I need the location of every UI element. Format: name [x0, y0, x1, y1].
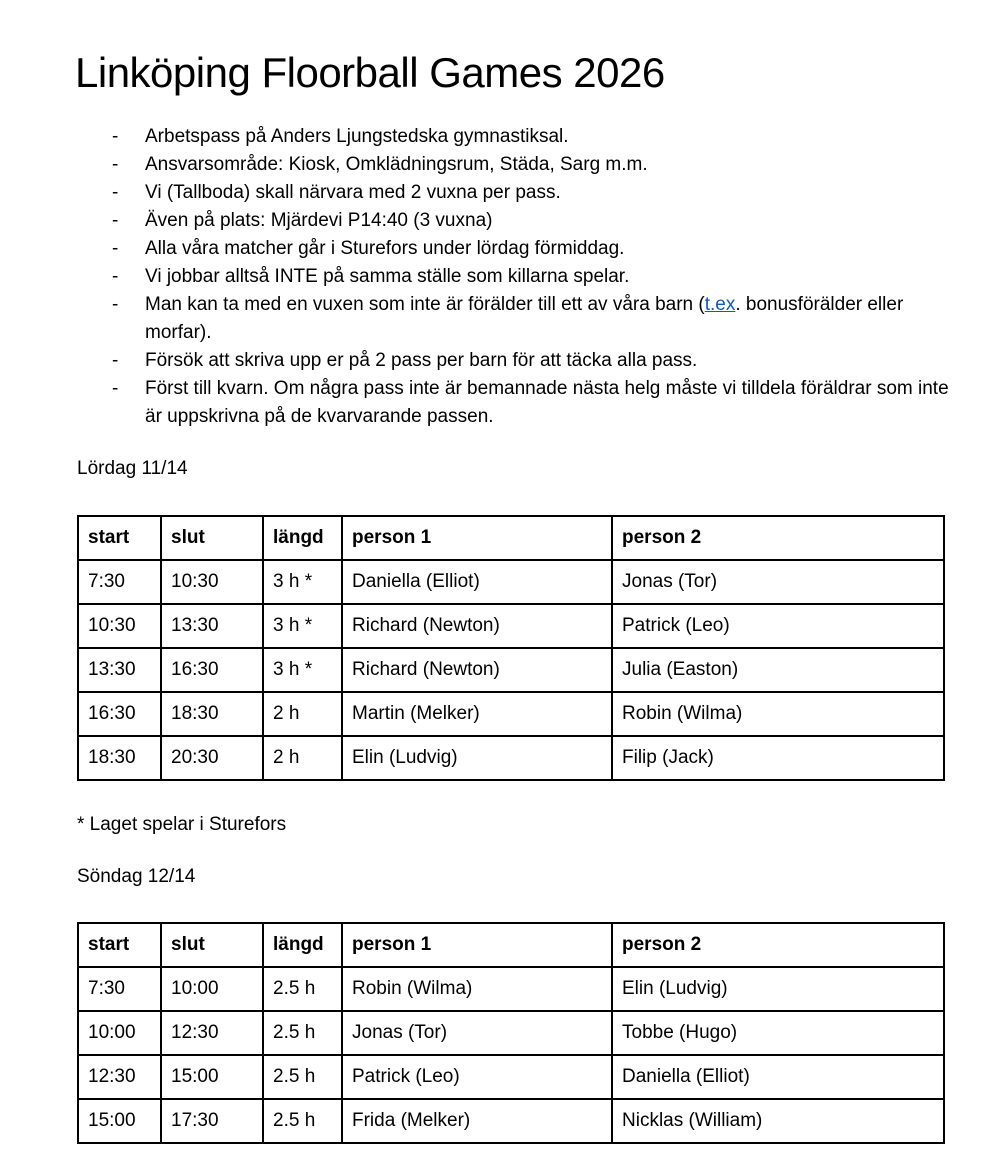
- list-item-text-pre: Man kan ta med en vuxen som inte är förälder till ett av våra barn (: [145, 294, 705, 315]
- table-cell: 7:30: [78, 967, 161, 1011]
- list-item-text-post: . bonusförälder eller morfar).: [145, 294, 904, 343]
- info-list: [75, 123, 960, 431]
- bullet-dash: -: [112, 378, 119, 399]
- header-row: [78, 516, 944, 560]
- list-item: [112, 179, 960, 207]
- column-header: längd: [263, 923, 342, 967]
- table-cell: Daniella (Elliot): [612, 1055, 944, 1099]
- table-cell: Julia (Easton): [612, 648, 944, 692]
- table-cell: 10:00: [161, 967, 263, 1011]
- table-row: [78, 692, 944, 736]
- list-item: [112, 375, 960, 431]
- table-row: [78, 1011, 944, 1055]
- table-row: [78, 967, 944, 1011]
- table-cell: Elin (Ludvig): [342, 736, 612, 780]
- table-cell: 2.5 h: [263, 1099, 342, 1143]
- table-row: [78, 604, 944, 648]
- list-item-text: Även på plats: Mjärdevi P14:40 (3 vuxna): [145, 210, 493, 231]
- table-row: [78, 648, 944, 692]
- bullet-dash: -: [112, 126, 119, 147]
- saturday-table: [77, 515, 945, 781]
- list-item-text: Först till kvarn. Om några pass inte är bemannade nästa helg måste vi tilldela föräldrar som inte är uppskrivna på de kvarvarande passen.: [145, 378, 949, 427]
- list-item: [112, 123, 960, 151]
- table-row: [78, 1099, 944, 1143]
- table-row: [78, 736, 944, 780]
- table-cell: 13:30: [78, 648, 161, 692]
- list-item-text: Vi (Tallboda) skall närvara med 2 vuxna per pass.: [145, 182, 561, 203]
- column-header: start: [78, 923, 161, 967]
- table-cell: Nicklas (William): [612, 1099, 944, 1143]
- table-cell: Frida (Melker): [342, 1099, 612, 1143]
- list-item: [112, 235, 960, 263]
- sunday-heading: Söndag 12/14: [77, 866, 196, 887]
- table-cell: Richard (Newton): [342, 648, 612, 692]
- bullet-dash: -: [112, 182, 119, 203]
- table-cell: 20:30: [161, 736, 263, 780]
- table-cell: Robin (Wilma): [612, 692, 944, 736]
- table-cell: 18:30: [161, 692, 263, 736]
- table-cell: 18:30: [78, 736, 161, 780]
- table-cell: 7:30: [78, 560, 161, 604]
- table-cell: Martin (Melker): [342, 692, 612, 736]
- bullet-dash: -: [112, 154, 119, 175]
- table-cell: 10:30: [161, 560, 263, 604]
- table-cell: 16:30: [78, 692, 161, 736]
- table-cell: Jonas (Tor): [342, 1011, 612, 1055]
- bullet-dash: -: [112, 350, 119, 371]
- table-cell: 2.5 h: [263, 967, 342, 1011]
- list-item: [112, 347, 960, 375]
- table-cell: Elin (Ludvig): [612, 967, 944, 1011]
- table-cell: 10:00: [78, 1011, 161, 1055]
- table-cell: 17:30: [161, 1099, 263, 1143]
- table-cell: 2 h: [263, 736, 342, 780]
- table-cell: Richard (Newton): [342, 604, 612, 648]
- bullet-dash: -: [112, 210, 119, 231]
- column-header: person 1: [342, 516, 612, 560]
- column-header: slut: [161, 923, 263, 967]
- table-row: [78, 1055, 944, 1099]
- table-cell: Daniella (Elliot): [342, 560, 612, 604]
- list-item-text: [145, 291, 953, 347]
- list-item: [112, 151, 960, 179]
- table-cell: Robin (Wilma): [342, 967, 612, 1011]
- tex-link[interactable]: t.ex: [704, 294, 736, 315]
- table-cell: 3 h *: [263, 648, 342, 692]
- table-cell: 15:00: [161, 1055, 263, 1099]
- table-row: [78, 560, 944, 604]
- table-cell: 2 h: [263, 692, 342, 736]
- table-cell: Jonas (Tor): [612, 560, 944, 604]
- list-item-text: Försök att skriva upp er på 2 pass per barn för att täcka alla pass.: [145, 350, 698, 371]
- table-cell: 3 h *: [263, 560, 342, 604]
- table-cell: 15:00: [78, 1099, 161, 1143]
- page-title: Linköping Floorball Games 2026: [75, 49, 665, 96]
- table-cell: Patrick (Leo): [342, 1055, 612, 1099]
- table-cell: Filip (Jack): [612, 736, 944, 780]
- table-cell: 12:30: [161, 1011, 263, 1055]
- saturday-heading: Lördag 11/14: [77, 458, 188, 479]
- column-header: start: [78, 516, 161, 560]
- bullet-dash: -: [112, 238, 119, 259]
- footnote: * Laget spelar i Sturefors: [77, 814, 287, 835]
- table-cell: Patrick (Leo): [612, 604, 944, 648]
- table-cell: 2.5 h: [263, 1011, 342, 1055]
- table-cell: 12:30: [78, 1055, 161, 1099]
- list-item-text: Alla våra matcher går i Sturefors under lördag förmiddag.: [145, 238, 625, 259]
- list-item-text: Ansvarsområde: Kiosk, Omklädningsrum, Städa, Sarg m.m.: [145, 154, 648, 175]
- table-cell: 16:30: [161, 648, 263, 692]
- bullet-dash: -: [112, 294, 119, 315]
- column-header: person 1: [342, 923, 612, 967]
- bullet-dash: -: [112, 266, 119, 287]
- column-header: längd: [263, 516, 342, 560]
- column-header: person 2: [612, 923, 944, 967]
- list-item: [112, 291, 960, 347]
- list-item: [112, 207, 960, 235]
- table-cell: Tobbe (Hugo): [612, 1011, 944, 1055]
- table-cell: 3 h *: [263, 604, 342, 648]
- table-cell: 2.5 h: [263, 1055, 342, 1099]
- column-header: slut: [161, 516, 263, 560]
- table-cell: 10:30: [78, 604, 161, 648]
- list-item-text: Vi jobbar alltså INTE på samma ställe som killarna spelar.: [145, 266, 630, 287]
- list-item-text: Arbetspass på Anders Ljungstedska gymnastiksal.: [145, 126, 569, 147]
- header-row: [78, 923, 944, 967]
- sunday-table: [77, 922, 945, 1144]
- table-cell: 13:30: [161, 604, 263, 648]
- list-item: [112, 263, 960, 291]
- column-header: person 2: [612, 516, 944, 560]
